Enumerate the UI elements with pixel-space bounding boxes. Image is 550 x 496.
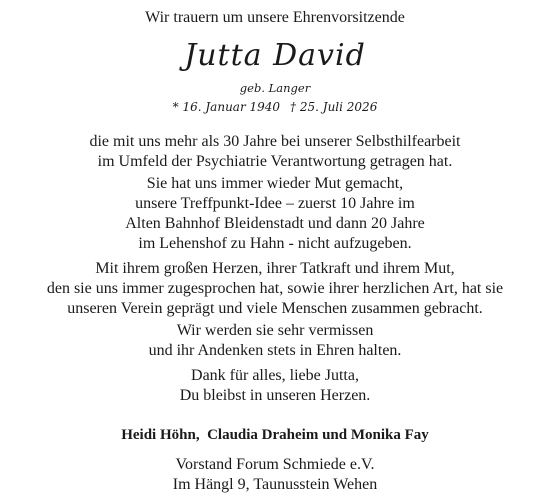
text-line: unsere Treffpunkt-Idee – zuerst 10 Jahre im [135, 195, 415, 212]
text-line: Sie hat uns immer wieder Mut gemacht, [146, 175, 404, 192]
death-date: † 25. Juli 2026 [290, 100, 378, 114]
intro-line: Wir trauern um unsere Ehrenvorsitzende [145, 9, 405, 26]
deceased-name: Jutta David [184, 38, 366, 73]
text-line: Mit ihrem großen Herzen, ihrer Tatkraft und ihrem Mut, [95, 260, 455, 277]
text-line: Alten Bahnhof Bleidenstadt und dann 20 Jahre [125, 215, 425, 232]
text-line: die mit uns mehr als 30 Jahre bei unserer Selbsthilfearbeit [89, 133, 461, 150]
text-line: Dank für alles, liebe Jutta, [191, 367, 359, 384]
organization-block [0, 455, 550, 495]
paragraph-tribute [0, 259, 550, 319]
life-dates [0, 99, 550, 115]
paragraph-encouragement [0, 174, 550, 254]
birth-date: * 16. Januar 1940 [172, 100, 281, 114]
birth-name: geb. Langer [239, 81, 311, 95]
paragraph-tenure [0, 132, 550, 172]
text-line: im Umfeld der Psychiatrie Verantwortung getragen hat. [97, 153, 453, 170]
text-line: Wir werden sie sehr vermissen [176, 322, 374, 339]
text-line: den sie uns immer zugesprochen hat, sowie ihrer herzlichen Art, hat sie [46, 280, 504, 297]
text-line: und ihr Andenken stets in Ehren halten. [148, 342, 402, 359]
text-line: Du bleibst in unseren Herzen. [179, 387, 371, 404]
organization-name: Vorstand Forum Schmiede e.V. [175, 456, 375, 473]
paragraph-remembrance [0, 321, 550, 361]
paragraph-farewell [0, 366, 550, 406]
organization-address: Im Hängl 9, Taunusstein Wehen [172, 476, 378, 493]
text-line: unseren Verein geprägt und viele Menschen zusammen gebracht. [67, 300, 483, 317]
text-line: im Lehenshof zu Hahn - nicht aufzugeben. [138, 235, 412, 252]
signers: Heidi Höhn, Claudia Draheim und Monika Fay [121, 427, 429, 443]
